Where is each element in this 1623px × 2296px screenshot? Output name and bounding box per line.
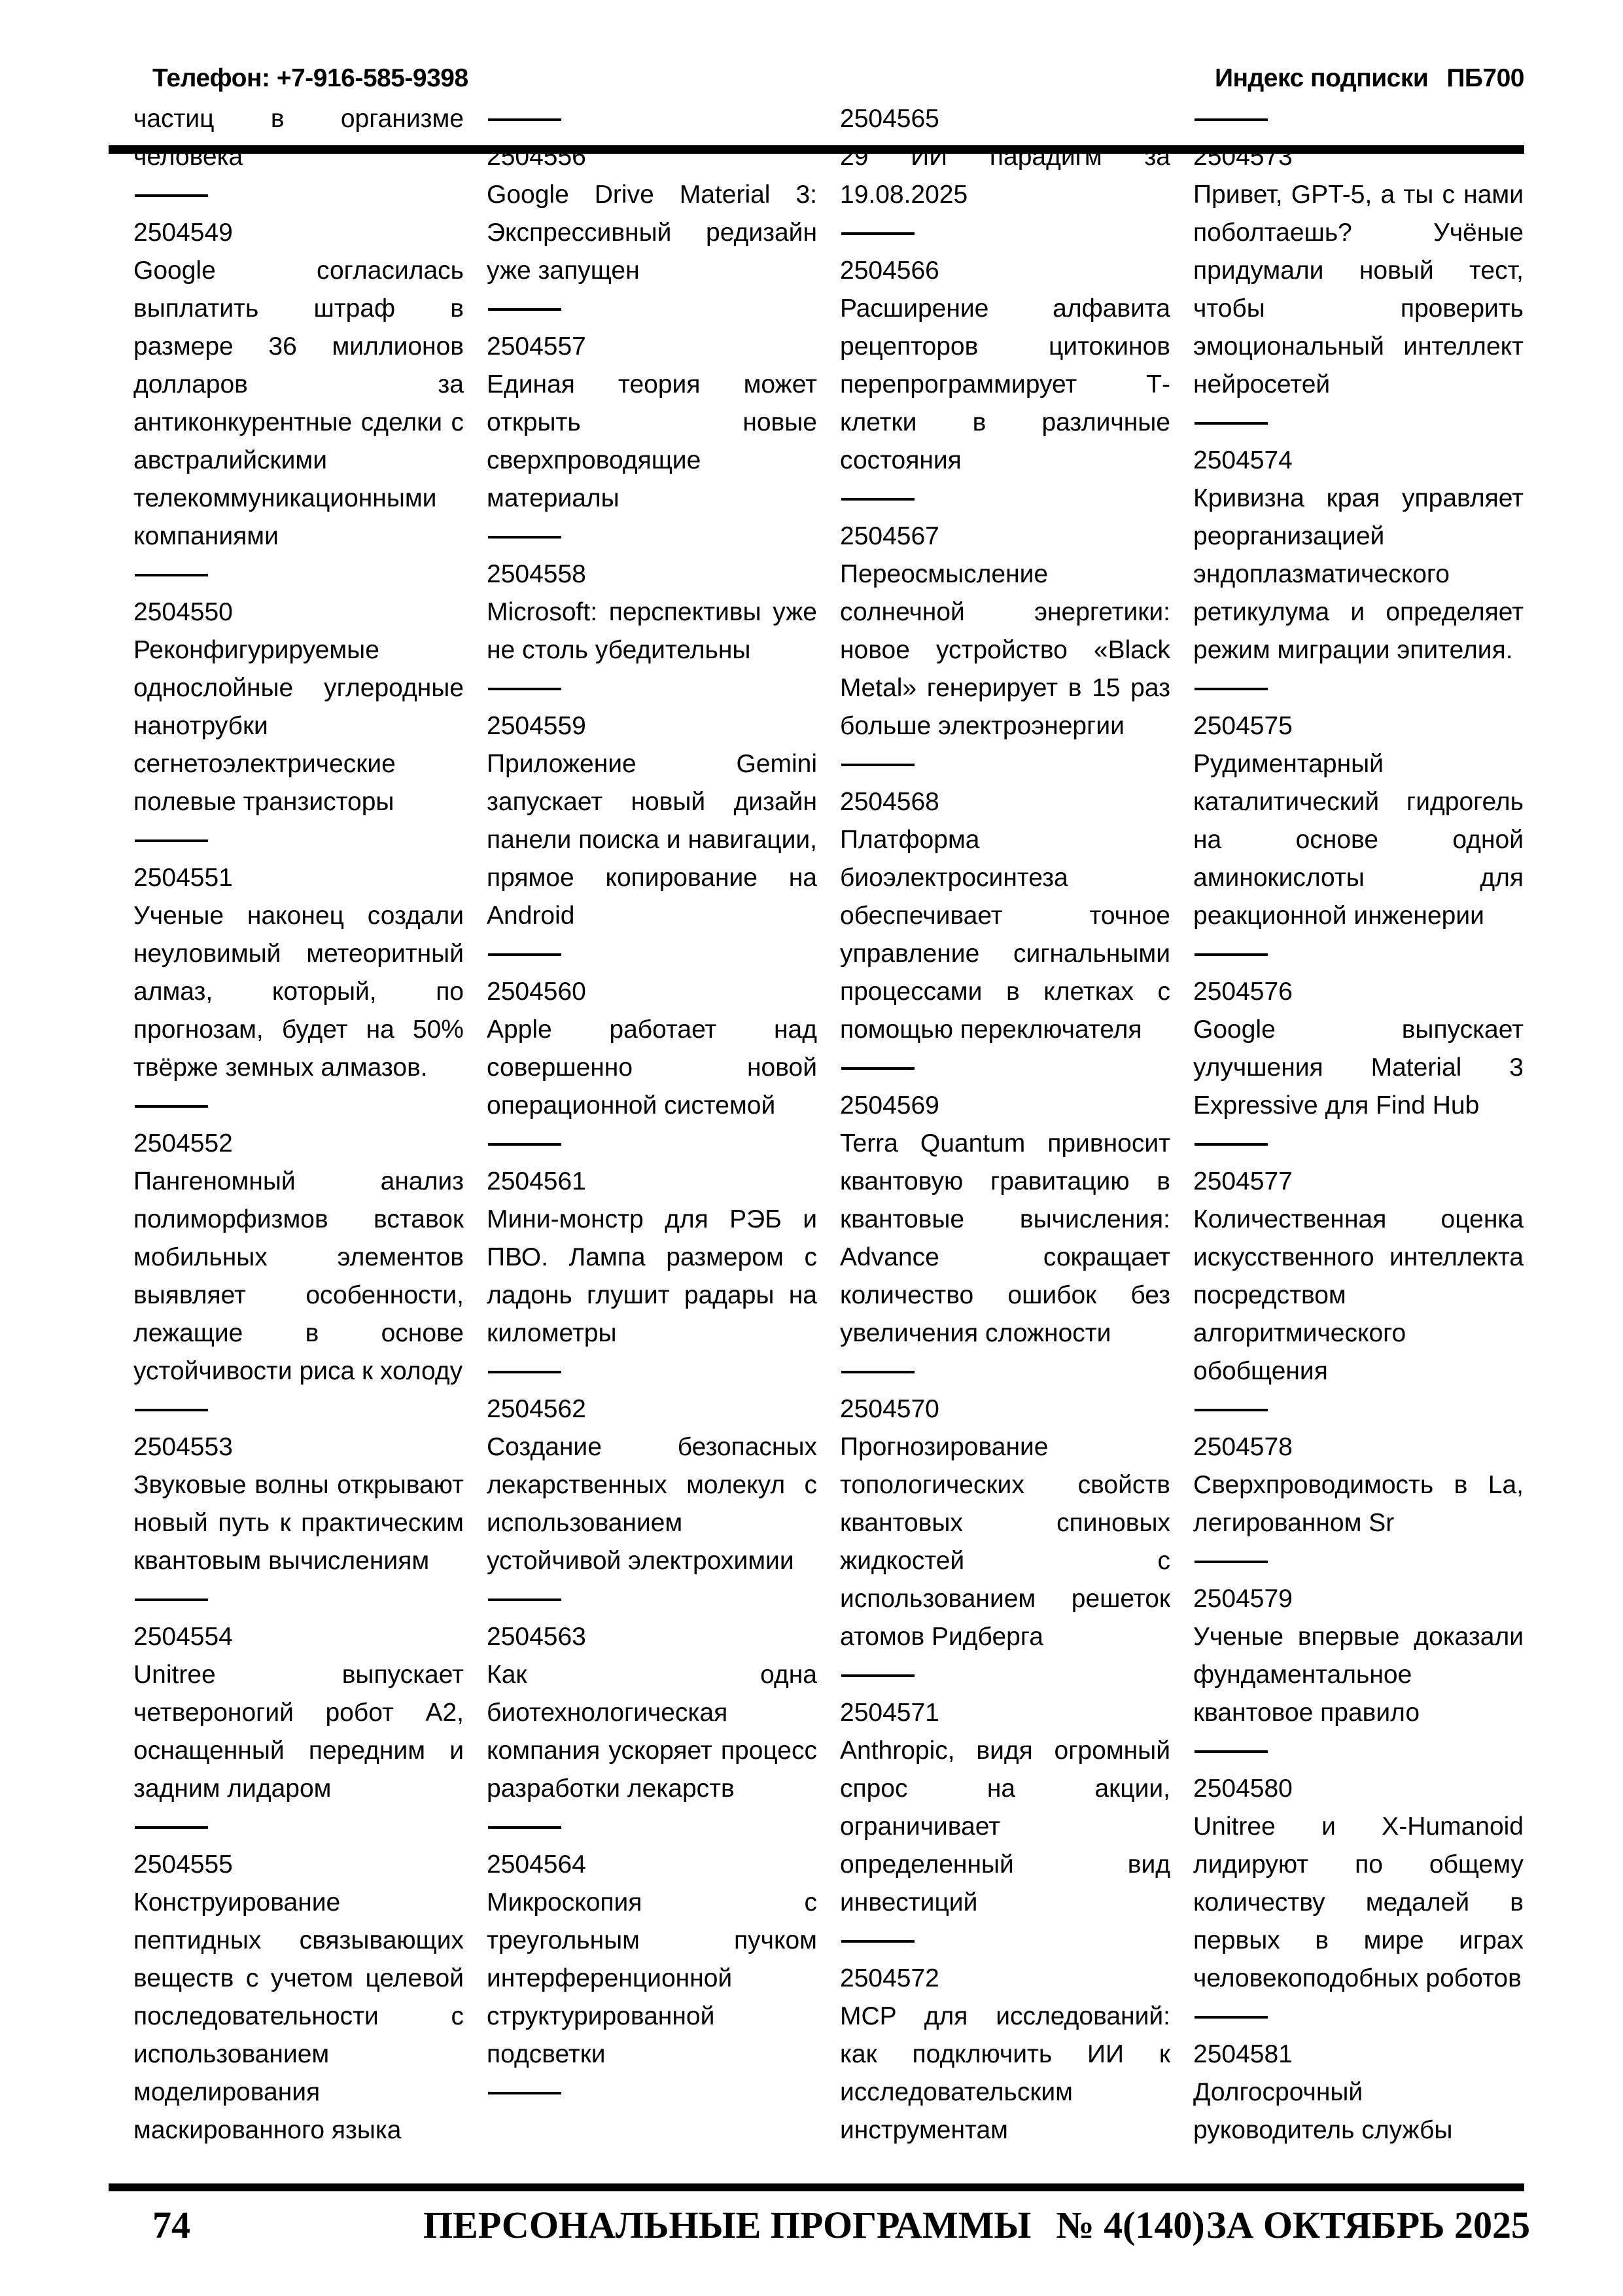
entry-title: Google согласилась выплатить штраф в размере 36 миллионов долларов за антиконкурентные сделки с австралийскими телекоммуникационными компаниями <box>133 256 464 550</box>
catalog-entry <box>487 328 817 518</box>
entry-id: 2504577 <box>1193 1167 1293 1195</box>
entry-divider <box>840 480 1170 518</box>
entry-divider <box>1193 1125 1524 1163</box>
entry-id: 2504576 <box>1193 978 1293 1006</box>
entry-title: Платформа биоэлектросинтеза обеспечивает точное управление сигнальными процессами в клетках с помощью переключателя <box>840 826 1170 1044</box>
entry-divider <box>1193 100 1524 138</box>
entry-title: 29 ИИ парадигм за 19.08.2025 <box>840 143 1170 209</box>
entry-id: 2504565 <box>840 105 939 133</box>
entry-title: Реконфигурируемые однослойные углеродные нанотрубки сегнетоэлектрические полевые транзисторы <box>133 636 464 816</box>
catalog-entry <box>133 859 464 1087</box>
catalog-entry <box>487 556 817 669</box>
divider-dash <box>488 688 561 690</box>
entry-divider <box>1193 1998 1524 2036</box>
catalog-entry <box>487 1618 817 1808</box>
entry-divider <box>840 214 1170 252</box>
divider-dash <box>488 953 561 956</box>
entry-title: Кривизна края управляет реорганизацией эндоплазматического ретикулума и определяет режим миграции эпителия. <box>1193 484 1524 664</box>
divider-dash <box>488 308 561 311</box>
divider-dash <box>488 1143 561 1146</box>
entry-title: Сверхпроводимость в La, легированном Sr <box>1193 1471 1524 1537</box>
entry-title: Долгосрочный руководитель службы <box>1193 2078 1453 2144</box>
entry-divider <box>1193 1390 1524 1428</box>
header-subscription-value: ПБ700 <box>1446 64 1524 92</box>
divider-dash <box>841 1371 915 1373</box>
catalog-entry <box>840 100 1170 214</box>
divider-dash <box>1195 688 1268 690</box>
entry-divider <box>840 1352 1170 1390</box>
catalog-entry <box>487 1390 817 1580</box>
entry-id: 2504556 <box>487 143 586 171</box>
entry-divider <box>840 1922 1170 1960</box>
catalog-entry <box>1193 1580 1524 1732</box>
catalog-column-2 <box>487 100 817 2149</box>
catalog-entry <box>1193 442 1524 669</box>
divider-dash <box>135 574 208 576</box>
divider-dash <box>1195 1409 1268 1411</box>
divider-dash <box>841 1674 915 1677</box>
catalog-entry <box>487 1163 817 1352</box>
divider-dash <box>841 498 915 501</box>
entry-divider <box>487 1125 817 1163</box>
entry-divider <box>133 176 464 214</box>
entry-divider <box>840 1656 1170 1694</box>
entry-title: Unitree и X-Humanoid лидируют по общему количеству медалей в первых в мире играх человекоподобных роботов <box>1193 1812 1524 1992</box>
catalog-entry <box>487 973 817 1125</box>
divider-dash <box>841 1940 915 1943</box>
header-subscription <box>1215 65 1524 91</box>
entry-id: 2504572 <box>840 1964 939 1992</box>
entry-title: Количественная оценка искусственного интеллекта посредством алгоритмического обобщения <box>1193 1205 1524 1385</box>
divider-dash <box>135 1105 208 1108</box>
entry-divider <box>1193 935 1524 973</box>
catalog-entry <box>1193 1428 1524 1542</box>
divider-dash <box>841 764 915 766</box>
entry-title: Рудиментарный каталитический гидрогель на основе одной аминокислоты для реакционной инженерии <box>1193 750 1524 930</box>
entry-divider <box>487 935 817 973</box>
divider-dash <box>135 1826 208 1829</box>
entry-title: Google выпускает улучшения Material 3 Expressive для Find Hub <box>1193 1016 1524 1120</box>
footer-page-number: 74 <box>152 2204 190 2246</box>
catalog-entry <box>133 1428 464 1580</box>
divider-dash <box>488 2092 561 2094</box>
entry-id: 2504551 <box>133 864 233 892</box>
entry-id: 2504579 <box>1193 1585 1293 1613</box>
catalog-entry <box>487 707 817 935</box>
divider-dash <box>488 536 561 539</box>
catalog-entry <box>840 1390 1170 1656</box>
entry-id: 2504552 <box>133 1129 233 1157</box>
entry-id: 2504561 <box>487 1167 586 1195</box>
entry-title: Переосмысление солнечной энергетики: новое устройство «Black Metal» генерирует в 15 раз больше электроэнергии <box>840 560 1170 740</box>
catalog-entry <box>840 783 1170 1049</box>
catalog-entry <box>1193 138 1524 404</box>
catalog-entry <box>133 1125 464 1390</box>
entry-title: Anthropic, видя огромный спрос на акции, ограничивает определенный вид инвестиций <box>840 1737 1170 1916</box>
entry-title: Звуковые волны открывают новый путь к практическим квантовым вычислениям <box>133 1471 464 1575</box>
catalog-column-1 <box>133 100 464 2149</box>
entry-id: 2504554 <box>133 1623 233 1651</box>
divider-dash <box>135 1409 208 1411</box>
footer-rule <box>109 2183 1524 2191</box>
entry-divider <box>133 1808 464 1846</box>
footer-period: ЗА ОКТЯБРЬ 2025 <box>1206 2204 1530 2246</box>
catalog-entry <box>840 1087 1170 1352</box>
entry-divider <box>840 1049 1170 1087</box>
catalog-entry <box>133 1618 464 1808</box>
entry-title: MCP для исследований: как подключить ИИ к исследовательским инструментам <box>840 2002 1170 2144</box>
catalog-columns <box>133 100 1524 2149</box>
entry-title: Мини-монстр для РЭБ и ПВО. Лампа размером с ладонь глушит радары на километры <box>487 1205 817 1347</box>
entry-divider <box>133 821 464 859</box>
entry-id: 2504574 <box>1193 446 1293 474</box>
divider-dash <box>1195 953 1268 956</box>
entry-divider <box>487 518 817 556</box>
entry-id: 2504564 <box>487 1850 586 1879</box>
entry-id: 2504566 <box>840 256 939 285</box>
catalog-column-4 <box>1193 100 1524 2149</box>
catalog-column-3 <box>840 100 1170 2149</box>
header-subscription-label: Индекс подписки <box>1214 64 1429 92</box>
catalog-entry <box>1193 1770 1524 1998</box>
catalog-entry <box>1193 707 1524 935</box>
entry-id: 2504573 <box>1193 143 1293 171</box>
footer-issue-number: № 4(140) <box>1056 2204 1205 2246</box>
entry-id: 2504578 <box>1193 1433 1293 1461</box>
header-phone: Телефон: +7-916-585-9398 <box>152 64 468 92</box>
entry-title: Единая теория может открыть новые сверхпроводящие материалы <box>487 370 817 512</box>
entry-id: 2504562 <box>487 1395 586 1423</box>
entry-divider <box>487 2074 817 2111</box>
footer-journal-title: ПЕРСОНАЛЬНЫЕ ПРОГРАММЫ <box>423 2204 1032 2246</box>
entry-id: 2504563 <box>487 1623 586 1651</box>
entry-title: Прогнозирование топологических свойств квантовых спиновых жидкостей с использованием решеток атомов Ридберга <box>840 1433 1170 1651</box>
divider-dash <box>488 1826 561 1829</box>
entry-divider <box>487 290 817 328</box>
entry-divider <box>133 1580 464 1618</box>
catalog-entry <box>487 1846 817 2074</box>
divider-dash <box>488 1598 561 1601</box>
entry-id: 2504569 <box>840 1091 939 1120</box>
entry-divider <box>487 1580 817 1618</box>
divider-dash <box>135 1598 208 1601</box>
entry-divider <box>487 669 817 707</box>
divider-dash <box>841 232 915 235</box>
entry-id: 2504555 <box>133 1850 233 1879</box>
entry-divider <box>133 1087 464 1125</box>
catalog-entry <box>1193 973 1524 1125</box>
entry-id: 2504567 <box>840 522 939 550</box>
divider-dash <box>135 839 208 842</box>
entry-title: Как одна биотехнологическая компания ускоряет процесс разработки лекарств <box>487 1661 817 1803</box>
entry-title: Создание безопасных лекарственных молекул с использованием устойчивой электрохимии <box>487 1433 817 1575</box>
entry-divider <box>1193 404 1524 442</box>
divider-dash <box>488 118 561 121</box>
footer-journal <box>423 2206 1205 2244</box>
entry-title: Unitree выпускает четвероногий робот A2, оснащенный передним и задним лидаром <box>133 1661 464 1803</box>
entry-divider <box>133 1390 464 1428</box>
divider-dash <box>135 194 208 197</box>
entry-continuation: частиц в организме человека <box>133 105 464 171</box>
entry-divider <box>487 1352 817 1390</box>
divider-dash <box>1195 1561 1268 1563</box>
catalog-entry <box>840 252 1170 480</box>
entry-id: 2504550 <box>133 598 233 626</box>
divider-dash <box>1195 422 1268 425</box>
entry-id: 2504580 <box>1193 1775 1293 1803</box>
catalog-entry <box>487 138 817 290</box>
entry-divider <box>487 1808 817 1846</box>
entry-title: Приложение Gemini запускает новый дизайн панели поиска и навигации, прямое копирование на Android <box>487 750 817 930</box>
entry-id: 2504559 <box>487 712 586 740</box>
entry-title: Микроскопия с треугольным пучком интерференционной структурированной подсветки <box>487 1888 817 2068</box>
divider-dash <box>1195 1143 1268 1146</box>
catalog-entry <box>1193 1163 1524 1390</box>
entry-title: Microsoft: перспективы уже не столь убедительны <box>487 598 817 664</box>
entry-id: 2504560 <box>487 978 586 1006</box>
catalog-entry <box>133 1846 464 2149</box>
catalog-entry <box>1193 2036 1524 2149</box>
divider-dash <box>1195 2016 1268 2019</box>
divider-dash <box>1195 1750 1268 1753</box>
entry-divider <box>1193 1732 1524 1770</box>
entry-divider <box>840 745 1170 783</box>
entry-title: Ученые наконец создали неуловимый метеоритный алмаз, который, по прогнозам, будет на 50% твёрже земных алмазов. <box>133 902 464 1082</box>
catalog-entry <box>840 1694 1170 1922</box>
divider-dash <box>1195 118 1268 121</box>
entry-title: Конструирование пептидных связывающих веществ с учетом целевой последовательности с использованием моделирования маскированного языка <box>133 1888 464 2144</box>
entry-title: Расширение алфавита рецепторов цитокинов перепрограммирует Т-клетки в различные состояния <box>840 294 1170 474</box>
entry-id: 2504568 <box>840 788 939 816</box>
entry-title: Terra Quantum привносит квантовую гравитацию в квантовые вычисления: Advance сокращает количество ошибок без увеличения сложности <box>840 1129 1170 1347</box>
divider-dash <box>488 1371 561 1373</box>
entry-id: 2504575 <box>1193 712 1293 740</box>
entry-divider <box>1193 1542 1524 1580</box>
entry-title: Пангеномный анализ полиморфизмов вставок мобильных элементов выявляет особенности, лежащие в основе устойчивости риса к холоду <box>133 1167 464 1385</box>
entry-title: Apple работает над совершенно новой операционной системой <box>487 1016 817 1120</box>
entry-title: Ученые впервые доказали фундаментальное квантовое правило <box>1193 1623 1524 1727</box>
divider-dash <box>841 1067 915 1070</box>
catalog-entry <box>840 1960 1170 2149</box>
entry-title: Google Drive Material 3: Экспрессивный редизайн уже запущен <box>487 181 817 285</box>
entry-id: 2504570 <box>840 1395 939 1423</box>
entry-id: 2504549 <box>133 219 233 247</box>
entry-divider <box>1193 669 1524 707</box>
entry-title: Привет, GPT-5, а ты с нами поболтаешь? Учёные придумали новый тест, чтобы проверить эмоциональный интеллект нейросетей <box>1193 181 1524 398</box>
entry-id: 2504558 <box>487 560 586 588</box>
entry-id: 2504557 <box>487 332 586 361</box>
catalog-entry <box>133 593 464 821</box>
entry-id: 2504571 <box>840 1699 939 1727</box>
entry-divider <box>133 556 464 593</box>
entry-divider <box>487 100 817 138</box>
entry-id: 2504581 <box>1193 2040 1293 2068</box>
catalog-entry <box>840 518 1170 745</box>
catalog-entry <box>133 214 464 556</box>
entry-id: 2504553 <box>133 1433 233 1461</box>
